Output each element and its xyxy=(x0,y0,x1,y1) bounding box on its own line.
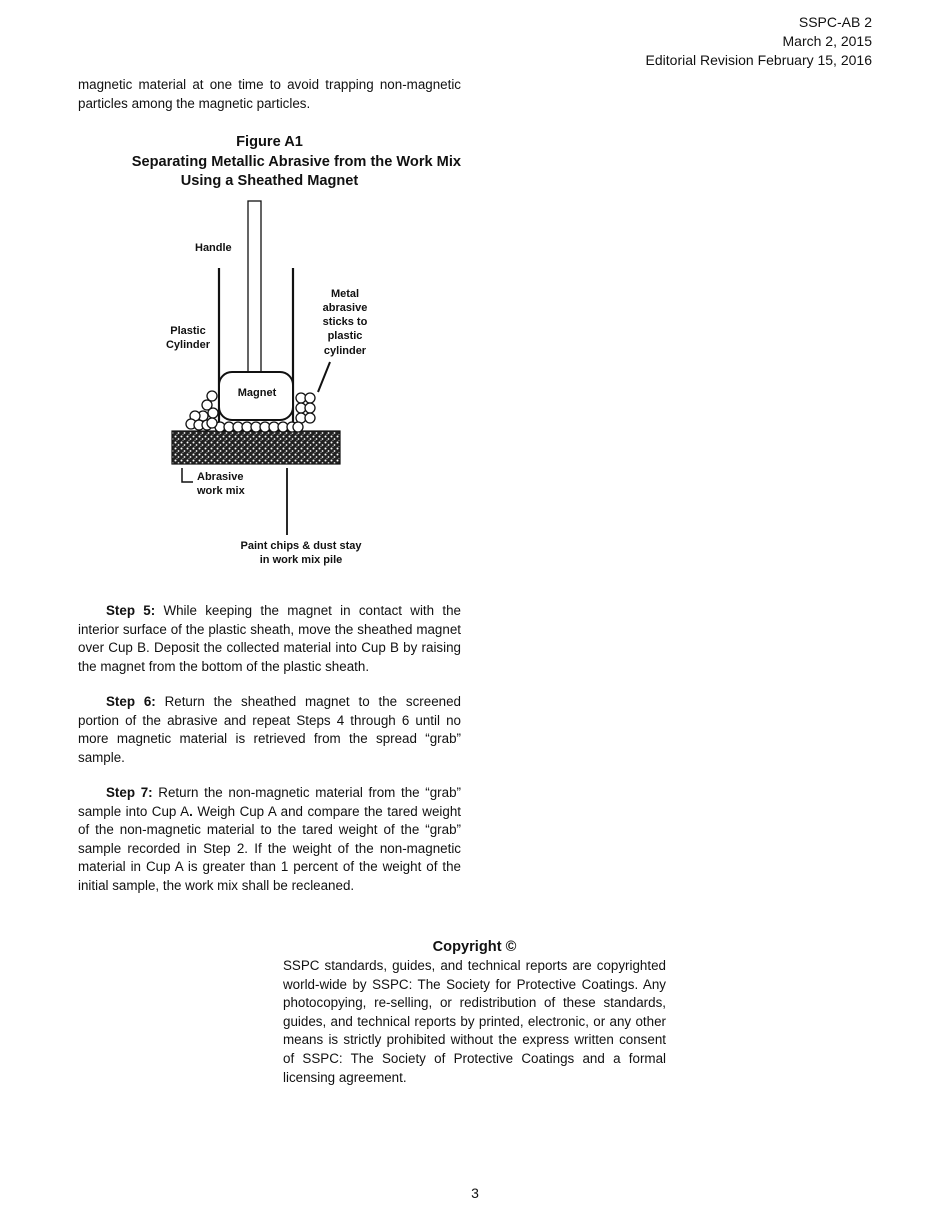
figure-title-line2: Using a Sheathed Magnet xyxy=(180,173,359,189)
doc-date: March 2, 2015 xyxy=(782,33,872,49)
step-5-paragraph xyxy=(78,602,461,676)
label-plastic-1: Plastic xyxy=(170,325,206,337)
work-mix-leader xyxy=(182,468,193,482)
figure-title-line1: Separating Metallic Abrasive from the Work Mix xyxy=(131,153,461,170)
label-metal-1: Metal xyxy=(330,288,360,300)
label-metal-3: sticks to xyxy=(322,316,368,328)
label-metal-4: plastic xyxy=(327,330,363,342)
step-5-text: While keeping the magnet in contact with the interior surface of the plastic sheath, move the sheathed magnet over Cup B. Deposit the collected material into Cup B by raising the magnet from the bottom of the plastic sheath. xyxy=(78,603,461,674)
metal-abrasive-leader xyxy=(318,362,330,392)
intro-paragraph: magnetic material at one time to avoid trapping non-magnetic particles among the magnetic particles. xyxy=(78,77,461,111)
figure-number: Figure A1 xyxy=(236,134,303,150)
step-7-paragraph xyxy=(78,784,461,896)
label-metal-5: cylinder xyxy=(323,345,367,357)
label-paint-2: in work mix pile xyxy=(259,554,343,566)
copyright-body: SSPC standards, guides, and technical reports are copyrighted world-wide by SSPC: The Society for Protective Coatings. Any photocopying, re-selling, or redistribution of these standards, guides, and technical reports by printed, electronic, or any other means is strictly prohibited without the express written consent of SSPC: The Society of Protective Coatings and a formal licensing agreement. xyxy=(283,958,666,1085)
step-7-text-b: Weigh Cup A and compare the tared weight of the non-magnetic material to the tared weight of the “grab” sample recorded in Step 2. If the weight of the non-magnetic material in Cup A is greater than 1 percent of the weight of the initial sample, the work mix shall be recleaned. xyxy=(78,803,461,893)
step-7-text-a: Return the non-magnetic material from the “grab” sample into Cup A xyxy=(78,785,461,819)
label-work-mix-2: work mix xyxy=(197,485,245,497)
doc-id: SSPC-AB 2 xyxy=(798,14,872,30)
step-7-label: Step 7: xyxy=(106,785,153,800)
step-6-paragraph xyxy=(78,693,461,767)
page-header xyxy=(646,13,872,70)
label-paint-1: Paint chips & dust stay xyxy=(240,540,362,552)
copyright-block xyxy=(283,938,666,1087)
label-work-mix-1: Abrasive xyxy=(197,471,244,483)
sheathed-magnet-diagram xyxy=(150,195,390,575)
work-mix-pile xyxy=(172,431,340,464)
copyright-title: Copyright © xyxy=(432,939,517,955)
step-6-label: Step 6: xyxy=(106,694,156,709)
step-7-bold-dot: . xyxy=(189,803,193,819)
handle-shape xyxy=(248,201,261,373)
label-handle: Handle xyxy=(195,242,232,254)
label-metal-2: abrasive xyxy=(322,302,368,314)
label-plastic-2: Cylinder xyxy=(165,339,211,351)
doc-revision: Editorial Revision February 15, 2016 xyxy=(645,52,872,68)
step-6-text: Return the sheathed magnet to the screened portion of the abrasive and repeat Steps 4 through 6 until no more magnetic material is retrieved from the spread “grab” sample. xyxy=(78,694,461,765)
step-5-label: Step 5: xyxy=(106,603,156,618)
label-magnet: Magnet xyxy=(237,387,277,399)
figure-title xyxy=(78,133,461,192)
page-number: 3 xyxy=(471,1185,479,1201)
